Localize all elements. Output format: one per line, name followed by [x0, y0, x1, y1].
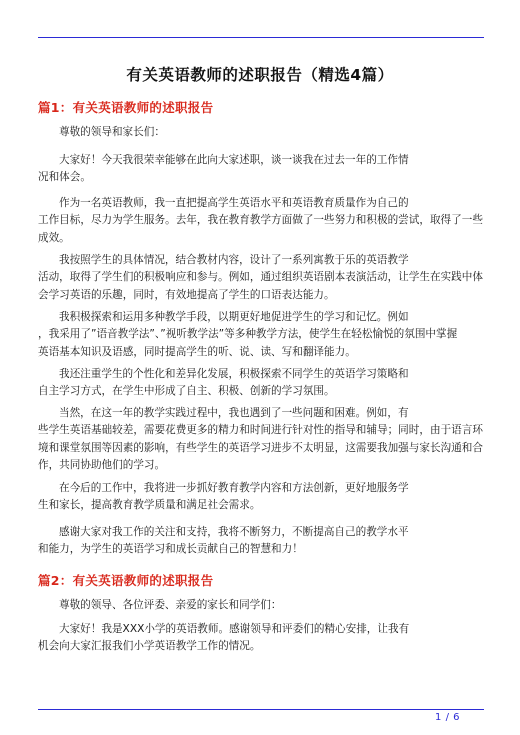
- paragraph: 我积极探索和运用多种教学手段，以期更好地促进学生的学习和记忆。例如 ，我采用了”语音教学法”、”视听教学法”等多种教学方法，使学生在轻松愉悦的氛围中掌握 英语基本知识及语感，同时提高学生的听、说、读、写和翻译能力。: [38, 311, 458, 358]
- paragraph: 尊敬的领导、各位评委、亲爱的家长和同学们：: [59, 599, 282, 611]
- footer-rule: [38, 709, 484, 710]
- paragraph: 大家好！我是XXX小学的英语教师。感谢领导和评委们的精心安排，让我有 机会向大家汇报我们小学英语教学工作的情况。: [38, 623, 410, 653]
- paragraph: 在今后的工作中，我将进一步抓好教育教学内容和方法创新，更好地服务学 生和家长，提高教育教学质量和满足社会需求。: [38, 482, 409, 512]
- header-rule: [38, 37, 484, 38]
- document-title: 有关英语教师的述职报告（精选4篇）: [126, 66, 394, 84]
- paragraph: 作为一名英语教师，我一直把提高学生英语水平和英语教育质量作为自己的 工作目标，尽力为学生服务。去年，我在教育教学方面做了一些努力和积极的尝试，取得了一些 成效。: [38, 197, 483, 244]
- section-heading: 篇1：有关英语教师的述职报告: [38, 100, 214, 115]
- paragraph: 感谢大家对我工作的关注和支持，我将不断努力，不断提高自己的教学水平 和能力，为学生的英语学习和成长贡献自己的智慧和力！: [38, 526, 409, 556]
- paragraph: 我还注重学生的个性化和差异化发展，积极探索不同学生的英语学习策略和 自主学习方式，在学生中形成了自主、积极、创新的学习氛围。: [38, 368, 409, 398]
- page-indicator: 1 / 6: [435, 712, 460, 723]
- section-heading: 篇2：有关英语教师的述职报告: [38, 573, 214, 588]
- paragraph: 我按照学生的具体情况，结合教材内容，设计了一系列寓教于乐的英语教学 活动，取得了学生们的积极响应和参与。例如，通过组织英语剧本表演活动，让学生在实践中体 会学习英语的乐趣，同时，有效地提高了学生的口语表达能力。: [38, 254, 483, 301]
- paragraph: 大家好！今天我很荣幸能够在此向大家述职，谈一谈我在过去一年的工作情 况和体会。: [38, 154, 409, 184]
- paragraph: 尊敬的领导和家长们：: [59, 126, 165, 138]
- paragraph: 当然，在这一年的教学实践过程中，我也遇到了一些问题和困难。例如，有 些学生英语基础较差，需要花费更多的精力和时间进行针对性的指导和辅导；同时，由于语言环 境和课堂氛围等因素的影响，有些学生的英语学习进步不太明显，这需要我加强与家长沟通和合 作，共同协助他们的学习。: [38, 407, 483, 471]
